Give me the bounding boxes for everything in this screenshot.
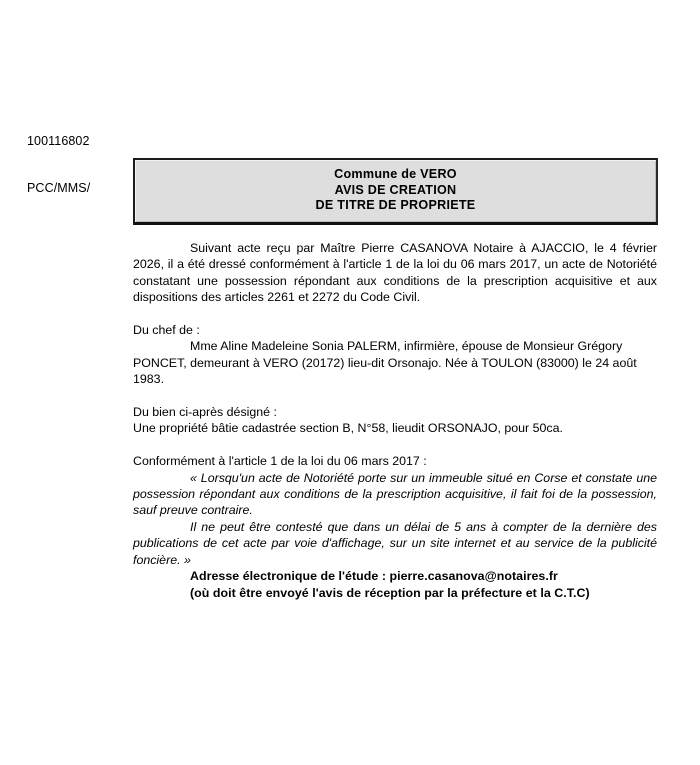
law-quote-paragraph-1: « Lorsqu'un acte de Notoriété porte sur un immeuble situé en Corse et constate une possession répondant aux conditions de la prescription acquisitive, il fait foi de la possession, sauf preuve contraire.: [133, 470, 657, 518]
spacer: [133, 437, 657, 453]
title-box: [133, 158, 658, 225]
property-section-heading: Du bien ci-après désigné :: [133, 405, 277, 420]
footer-note-line: (où doit être envoyé l'avis de réception par la préfecture et la C.T.C): [190, 586, 590, 600]
footer-email-line: Adresse électronique de l'étude : pierre.casanova@notaires.fr: [190, 569, 558, 583]
title-de-titre-de-propriete: DE TITRE DE PROPRIETE: [315, 198, 476, 213]
title-avis-de-creation: AVIS DE CREATION: [334, 182, 457, 197]
spacer: [133, 388, 657, 404]
opening-paragraph: Suivant acte reçu par Maître Pierre CASANOVA Notaire à AJACCIO, le 4 février 2026, il a été dressé conformément à l'article 1 de la loi du 06 mars 2017, un acte de Notoriété constatant une possession répondant aux conditions de la prescription acquisitive et aux dispositions des articles 2261 et 2272 du Code Civil.: [133, 241, 657, 305]
footer-block: [190, 568, 590, 602]
owner-section-detail: Mme Aline Madeleine Sonia PALERM, infirmière, épouse de Monsieur Grégory PONCET, demeurant à VERO (20172) lieu-dit Orsonajo. Née à TOULON (83000) le 24 août 1983.: [133, 339, 637, 387]
reference-block: [27, 103, 90, 227]
title-commune: Commune de VERO: [334, 167, 457, 181]
initials-code: PCC/MMS/: [27, 180, 91, 195]
property-section-detail: Une propriété bâtie cadastrée section B, N°58, lieudit ORSONAJO, pour 50ca.: [133, 421, 563, 436]
owner-section-heading: Du chef de :: [133, 323, 200, 338]
file-number: 100116802: [27, 134, 90, 148]
document-body: [133, 240, 657, 568]
spacer: [133, 306, 657, 322]
law-section-heading: Conformément à l'article 1 de la loi du 06 mars 2017 :: [133, 454, 427, 469]
law-quote-paragraph-2: Il ne peut être contesté que dans un délai de 5 ans à compter de la dernière des publications de cet acte par voie d'affichage, sur un site internet et au service de la publicité foncière. »: [133, 519, 657, 567]
